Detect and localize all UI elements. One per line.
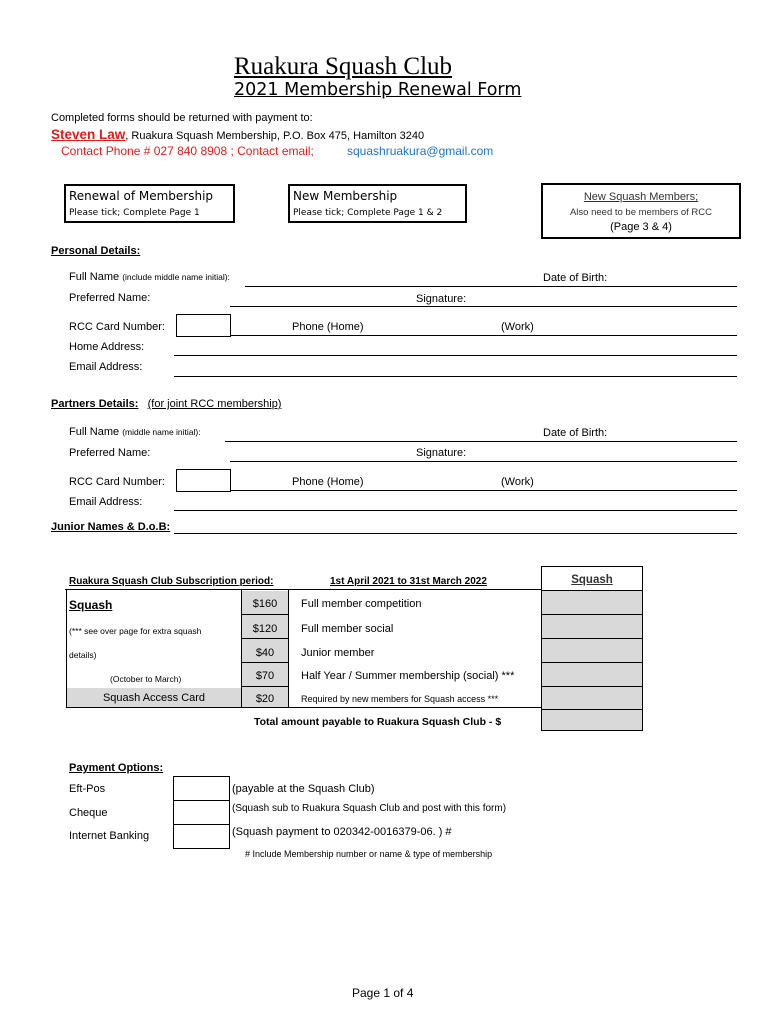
partner-full-name-label: [69, 426, 201, 438]
partner-preferred-line[interactable]: [230, 461, 737, 462]
personal-address-label: Home Address:: [69, 341, 145, 353]
partner-preferred-label: Preferred Name:: [69, 447, 151, 459]
squash-cell-2[interactable]: [541, 614, 643, 639]
personal-phone-label: Phone (Home): [292, 321, 364, 333]
contact-name: Steven Law: [51, 127, 126, 142]
price-rule-4: [241, 686, 289, 687]
payment-label-internet: Internet Banking: [69, 830, 150, 842]
personal-rcc-input[interactable]: [176, 314, 231, 337]
form-title: 2021 Membership Renewal Form: [234, 80, 522, 100]
personal-work-label: (Work): [501, 321, 534, 333]
squash-col-header-text: Squash: [571, 574, 613, 586]
squash-cell-1[interactable]: [541, 590, 643, 615]
new-note: Please tick; Complete Page 1 & 2: [293, 208, 443, 218]
personal-signature-label: Signature:: [416, 293, 467, 305]
personal-dob-label: Date of Birth:: [543, 272, 608, 284]
table-top-rule: [65, 589, 543, 590]
desc-3: Junior member: [301, 647, 375, 659]
contact-email[interactable]: squashruakura@gmail.com: [347, 144, 494, 158]
personal-phone-line[interactable]: [230, 335, 737, 336]
squash-left-title: Squash: [69, 598, 113, 612]
payment-footnote: # Include Membership number or name & type of membership: [245, 849, 493, 859]
partner-rcc-input[interactable]: [176, 469, 231, 492]
squash-new-title: New Squash Members;: [583, 191, 699, 203]
full-name-note: (include middle name initial):: [122, 272, 230, 282]
price-rule-2: [241, 638, 289, 639]
junior-label: Junior Names & D.o.B:: [51, 521, 171, 533]
personal-preferred-line[interactable]: [230, 306, 737, 307]
subscription-period-dates: 1st April 2021 to 31st March 2022: [330, 576, 487, 587]
return-note: Completed forms should be returned with payment to:: [51, 112, 313, 124]
access-card-cell: [67, 688, 241, 707]
contact-line: Contact Phone # 027 840 8908 ; Contact email;: [61, 144, 314, 158]
personal-heading: Personal Details:: [51, 245, 141, 257]
price-3: $40: [255, 647, 275, 659]
new-squash-members-box: [541, 183, 741, 239]
partner-work-label: (Work): [501, 476, 534, 488]
table-left-border: [66, 590, 67, 708]
squash-left-note3: (October to March): [110, 674, 182, 684]
squash-new-pages: (Page 3 & 4): [610, 221, 672, 233]
partner-phone-line[interactable]: [230, 490, 737, 491]
price-4: $70: [255, 670, 275, 682]
payment-label-cheque: Cheque: [69, 807, 108, 819]
price-1: $160: [252, 598, 278, 610]
squash-cell-3[interactable]: [541, 638, 643, 663]
renewal-box[interactable]: [64, 184, 235, 223]
payment-note-eftpos: (payable at the Squash Club): [232, 783, 375, 795]
new-membership-box[interactable]: [288, 184, 467, 223]
personal-email-line[interactable]: [174, 376, 737, 377]
price-col-right: [288, 590, 289, 708]
partner-full-name-text: Full Name: [69, 426, 120, 438]
partner-email-label: Email Address:: [69, 496, 143, 508]
squash-cell-4[interactable]: [541, 662, 643, 687]
partner-signature-label: Signature:: [416, 447, 467, 459]
partner-dob-label: Date of Birth:: [543, 427, 608, 439]
partner-rcc-label: RCC Card Number:: [69, 476, 165, 488]
access-card-label: Squash Access Card: [102, 692, 206, 704]
price-5: $20: [255, 693, 275, 705]
payment-box-cheque[interactable]: [173, 800, 230, 825]
personal-preferred-label: Preferred Name:: [69, 292, 151, 304]
club-name: Ruakura Squash Club: [234, 53, 453, 80]
subscription-period-label: Ruakura Squash Club Subscription period:: [69, 576, 274, 587]
new-title: New Membership: [293, 189, 398, 203]
payment-note-internet: (Squash payment to 020342-0016379-06. ) #: [232, 826, 452, 838]
partner-full-name-note: (middle name initial):: [122, 427, 201, 437]
partner-heading-row: [51, 398, 281, 410]
personal-rcc-label: RCC Card Number:: [69, 321, 165, 333]
personal-full-name-label: [69, 271, 230, 283]
squash-left-note1: (*** see over page for extra squash: [69, 626, 202, 636]
return-address: [51, 126, 424, 144]
personal-address-line[interactable]: [174, 355, 737, 356]
price-2: $120: [252, 623, 278, 635]
squash-left-note2: details): [69, 650, 97, 660]
squash-col-header: [541, 566, 643, 592]
personal-full-name-line[interactable]: [245, 286, 737, 287]
payment-label-eftpos: Eft-Pos: [69, 783, 106, 795]
desc-2: Full member social: [301, 623, 394, 635]
price-rule-3: [241, 662, 289, 663]
full-name-text: Full Name: [69, 271, 120, 283]
renewal-title: Renewal of Membership: [69, 189, 214, 203]
renewal-note: Please tick; Complete Page 1: [69, 208, 200, 218]
desc-5: Required by new members for Squash access ***: [301, 694, 499, 704]
partner-full-name-line[interactable]: [225, 441, 737, 442]
table-bottom-rule: [66, 707, 541, 708]
desc-1: Full member competition: [301, 598, 422, 610]
postal-address: , Ruakura Squash Membership, P.O. Box 475, Hamilton 3240: [125, 130, 425, 142]
payment-note-cheque: (Squash sub to Ruakura Squash Club and post with this form): [232, 803, 507, 814]
payment-box-internet[interactable]: [173, 824, 230, 849]
page-number: Page 1 of 4: [352, 986, 414, 1000]
payment-box-eftpos[interactable]: [173, 776, 230, 801]
payment-heading: Payment Options:: [69, 762, 164, 774]
squash-cell-5[interactable]: [541, 686, 643, 711]
partner-phone-label: Phone (Home): [292, 476, 364, 488]
total-label: Total amount payable to Ruakura Squash Club - $: [254, 716, 502, 728]
junior-line[interactable]: [174, 533, 737, 534]
personal-email-label: Email Address:: [69, 361, 143, 373]
price-rule-1: [241, 614, 289, 615]
squash-new-note: Also need to be members of RCC: [569, 207, 713, 218]
partner-heading-note: (for joint RCC membership): [147, 398, 282, 410]
total-cell[interactable]: [541, 709, 643, 731]
partner-email-line[interactable]: [174, 510, 737, 511]
partner-heading: Partners Details:: [51, 398, 139, 410]
desc-4: Half Year / Summer membership (social) ***: [301, 670, 515, 682]
